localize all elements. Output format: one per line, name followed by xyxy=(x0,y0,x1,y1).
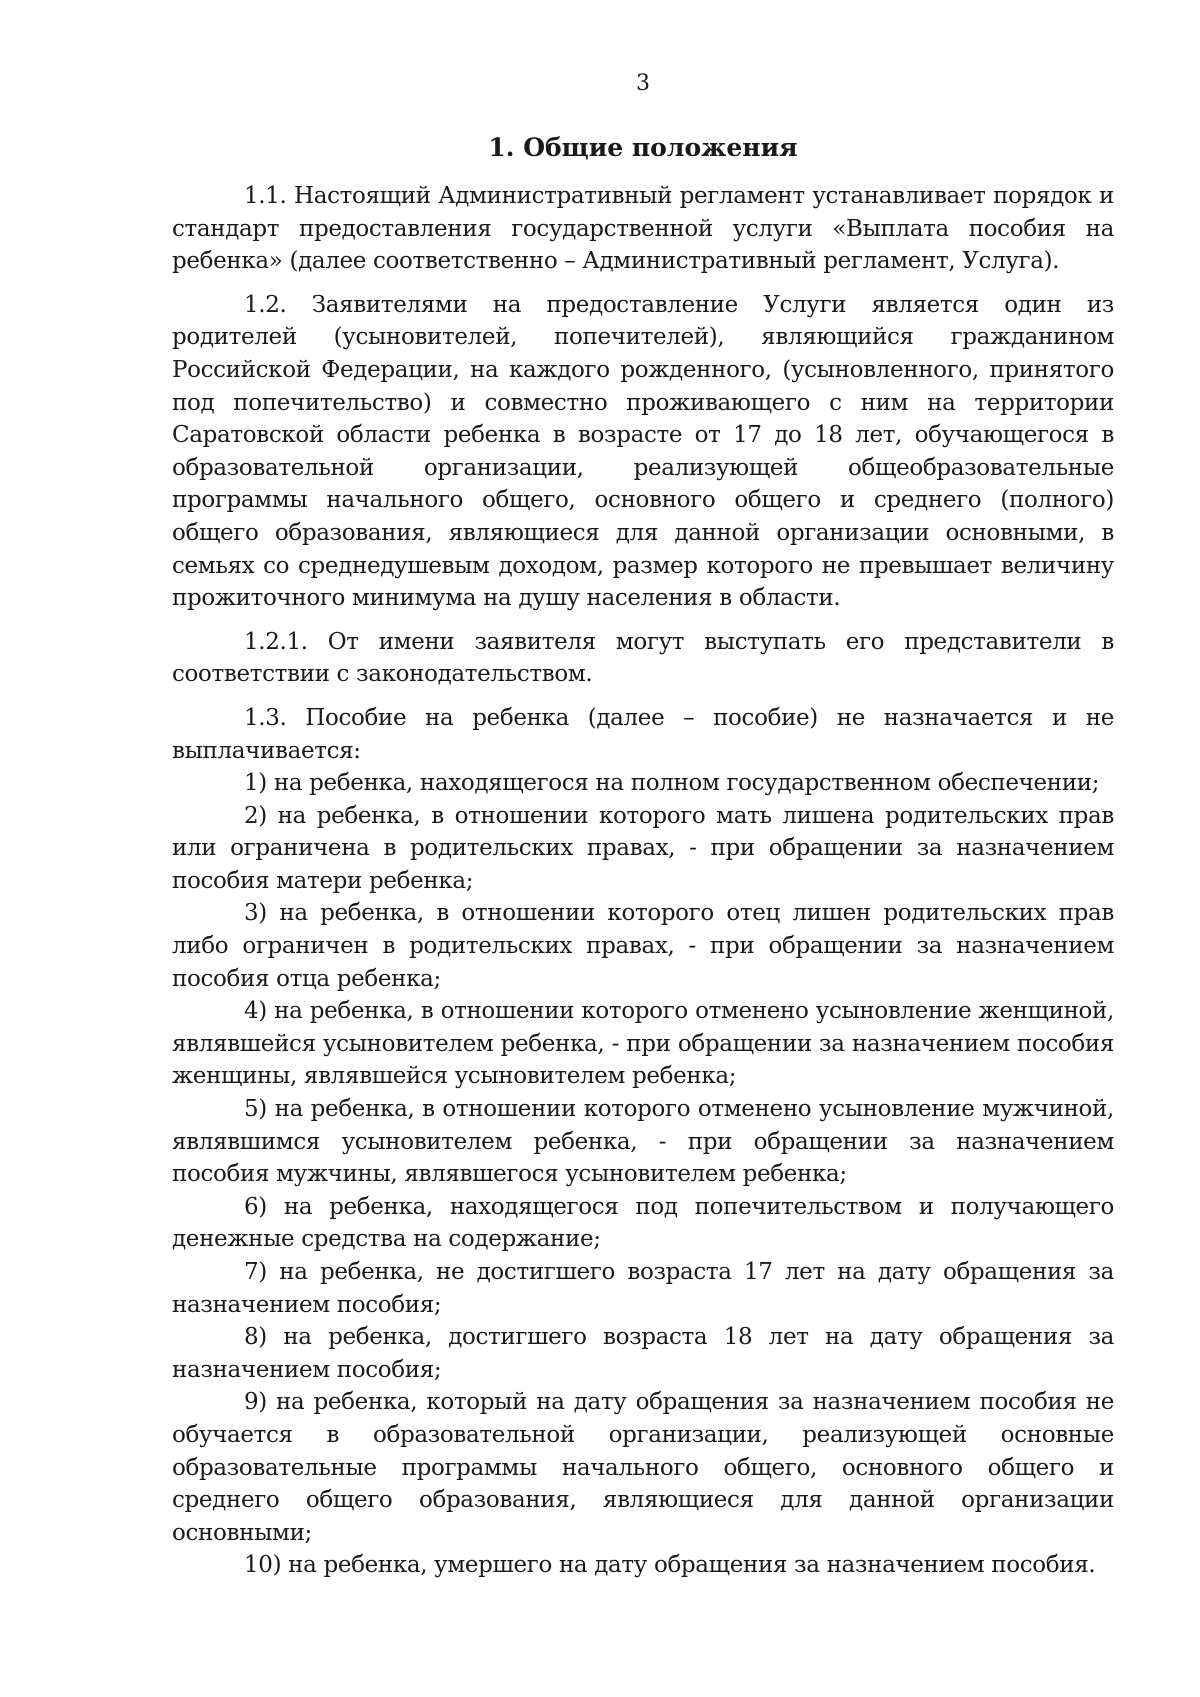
paragraph-1-1: 1.1. Настоящий Административный регламент устанавливает порядок и стандарт предоставления государственной услуги «Выплата пособия на ребенка» (далее соответственно – Административный регламент, Услуга). xyxy=(172,183,1114,275)
paragraph-1-2-1: 1.2.1. От имени заявителя могут выступать его представители в соответствии с законодательством. xyxy=(172,628,1114,688)
exclusion-item: 4) на ребенка, в отношении которого отменено усыновление женщиной, являвшейся усыновителем ребенка, - при обращении за назначением пособия женщины, являвшейся усыновителем ребенка; xyxy=(172,998,1114,1090)
exclusion-item: 5) на ребенка, в отношении которого отменено усыновление мужчиной, являвшимся усыновителем ребенка, - при обращении за назначением пособия мужчины, являвшегося усыновителем ребенка; xyxy=(172,1096,1114,1188)
exclusion-item: 2) на ребенка, в отношении которого мать лишена родительских прав или ограничена в родительских правах, - при обращении за назначением пособия матери ребенка; xyxy=(172,802,1114,894)
page-number: 3 xyxy=(636,71,650,96)
document-page xyxy=(172,68,1114,1582)
exclusion-item: 6) на ребенка, находящегося под попечительством и получающего денежные средства на содержание; xyxy=(172,1193,1114,1253)
section-title: 1. Общие положения xyxy=(488,133,798,162)
paragraph-1-3: 1.3. Пособие на ребенка (далее – пособие) не назначается и не выплачивается: xyxy=(172,704,1114,764)
paragraph-1-2: 1.2. Заявителями на предоставление Услуги является один из родителей (усыновителей, попечителей), являющийся гражданином Российской Федерации, на каждого рожденного, (усыновленного, принятого под попечительство) и совместно проживающего с ним на территории Саратовской области ребенка в возрасте от 17 до 18 лет, обучающегося в образовательной организации, реализующей общеобразовательные программы начального общего, основного общего и среднего (полного) общего образования, являющиеся для данной организации основными, в семьях со среднедушевым доходом, размер которого не превышает величину прожиточного минимума на душу населения в области. xyxy=(172,291,1114,612)
exclusion-item: 1) на ребенка, находящегося на полном государственном обеспечении; xyxy=(244,770,1100,797)
exclusions-list xyxy=(172,767,1114,1582)
exclusion-item: 10) на ребенка, умершего на дату обращения за назначением пособия. xyxy=(244,1552,1096,1579)
exclusion-item: 9) на ребенка, который на дату обращения за назначением пособия не обучается в образовательной организации, реализующей основные образовательные программы начального общего, основного общего и среднего общего образования, являющиеся для данной организации основными; xyxy=(172,1389,1114,1546)
exclusion-item: 7) на ребенка, не достигшего возраста 17 лет на дату обращения за назначением пособия; xyxy=(172,1259,1114,1318)
exclusion-item: 3) на ребенка, в отношении которого отец лишен родительских прав либо ограничен в родительских правах, - при обращении за назначением пособия отца ребенка; xyxy=(172,900,1114,992)
exclusion-item: 8) на ребенка, достигшего возраста 18 лет на дату обращения за назначением пособия; xyxy=(172,1324,1114,1383)
